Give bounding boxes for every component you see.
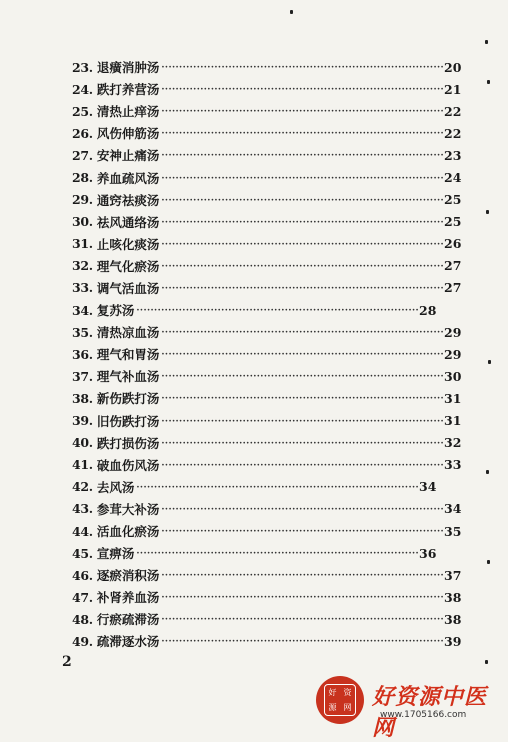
watermark-url: www.1705166.com	[380, 710, 467, 720]
toc-entry-number: 41.	[72, 457, 93, 473]
toc-row	[72, 630, 462, 652]
watermark-seal-logo	[316, 676, 364, 724]
toc-row	[72, 454, 462, 476]
toc-row	[72, 410, 462, 432]
toc-entry-title: 理气化瘀汤	[96, 258, 160, 274]
seal-character: 网	[343, 702, 352, 712]
seal-character: 资	[343, 687, 352, 697]
toc-entry-page: 22	[444, 103, 462, 119]
leader-dots: ················································································	[161, 195, 445, 206]
toc-row	[72, 78, 462, 100]
scan-speck	[290, 10, 293, 14]
toc-entry-page: 21	[444, 81, 462, 97]
leader-dots: ················································································	[161, 173, 445, 184]
toc-entry-number: 37.	[72, 368, 93, 384]
toc-entry-title: 活血化瘀汤	[96, 524, 160, 540]
toc-row	[72, 56, 462, 78]
toc-row	[72, 476, 437, 498]
toc-entry-title: 复苏汤	[96, 303, 135, 319]
toc-entry-number: 39.	[72, 413, 93, 429]
toc-row	[72, 586, 462, 608]
leader-dots: ················································································	[161, 460, 445, 471]
toc-row	[72, 520, 462, 542]
toc-entry-page: 38	[444, 589, 462, 605]
toc-entry-page: 20	[444, 59, 462, 75]
toc-row	[72, 432, 462, 454]
toc-row	[72, 100, 462, 122]
toc-entry-page: 30	[444, 368, 462, 384]
toc-entry-title: 理气补血汤	[96, 369, 160, 385]
toc-entry-page: 29	[444, 346, 462, 362]
leader-dots: ················································································	[161, 129, 445, 140]
leader-dots: ················································································	[161, 637, 445, 648]
toc-entry-page: 25	[444, 192, 462, 208]
toc-entry-number: 48.	[72, 611, 93, 627]
toc-entry-number: 30.	[72, 214, 93, 230]
toc-entry-number: 42.	[72, 479, 93, 495]
toc-entry-number: 32.	[72, 258, 93, 274]
leader-dots: ················································································	[136, 549, 420, 560]
toc-entry-number: 49.	[72, 633, 93, 649]
toc-entry-page: 34	[444, 501, 462, 517]
toc-entry-number: 33.	[72, 280, 93, 296]
leader-dots: ················································································	[136, 306, 420, 317]
scan-speck	[485, 40, 488, 44]
toc-entry-page: 27	[444, 258, 462, 274]
toc-entry-number: 25.	[72, 103, 93, 119]
toc-row	[72, 144, 462, 166]
toc-entry-title: 去风汤	[96, 479, 135, 495]
toc-entry-page: 33	[444, 457, 462, 473]
toc-entry-title: 养血疏风汤	[96, 170, 160, 186]
leader-dots: ················································································	[161, 261, 445, 272]
toc-entry-title: 清热止痒汤	[96, 104, 160, 120]
toc-row	[72, 255, 462, 277]
toc-row	[72, 608, 462, 630]
toc-row	[72, 365, 462, 387]
toc-entry-title: 参茸大补汤	[96, 501, 160, 517]
toc-entry-title: 跌打损伤汤	[96, 435, 160, 451]
toc-entry-number: 47.	[72, 589, 93, 605]
toc-entry-number: 44.	[72, 523, 93, 539]
seal-character: 好	[328, 687, 337, 697]
toc-entry-page: 27	[444, 280, 462, 296]
toc-entry-title: 安神止痛汤	[96, 148, 160, 164]
toc-entry-title: 疏滞逐水汤	[96, 634, 160, 650]
toc-entry-page: 31	[444, 390, 462, 406]
toc-row	[72, 189, 462, 211]
toc-entry-page: 34	[419, 479, 437, 495]
leader-dots: ················································································	[161, 394, 445, 405]
toc-entry-page: 23	[444, 147, 462, 163]
toc-entry-number: 31.	[72, 236, 93, 252]
leader-dots: ················································································	[161, 283, 445, 294]
toc-entry-number: 26.	[72, 125, 93, 141]
leader-dots: ················································································	[161, 85, 445, 96]
toc-entry-title: 理气和胃汤	[96, 347, 160, 363]
toc-row	[72, 343, 462, 365]
toc-row	[72, 321, 462, 343]
toc-entry-page: 37	[444, 567, 462, 583]
toc-entry-page: 24	[444, 170, 462, 186]
toc-row	[72, 387, 462, 409]
leader-dots: ················································································	[161, 571, 445, 582]
toc-entry-title: 逐瘀消积汤	[96, 568, 160, 584]
toc-entry-number: 43.	[72, 501, 93, 517]
page-number: 2	[62, 654, 72, 670]
toc-entry-page: 35	[444, 523, 462, 539]
toc-row	[72, 277, 462, 299]
toc-entry-page: 28	[419, 302, 437, 318]
leader-dots: ················································································	[161, 217, 445, 228]
toc-entry-title: 宣痹汤	[96, 546, 135, 562]
leader-dots: ················································································	[161, 438, 445, 449]
toc-entry-number: 36.	[72, 346, 93, 362]
toc-entry-page: 31	[444, 413, 462, 429]
toc-entry-page: 22	[444, 125, 462, 141]
scan-speck	[487, 560, 490, 564]
toc-entry-number: 46.	[72, 567, 93, 583]
toc-entry-number: 29.	[72, 192, 93, 208]
scan-speck	[486, 470, 489, 474]
toc-row	[72, 542, 437, 564]
toc-entry-title: 清热凉血汤	[96, 325, 160, 341]
toc-row	[72, 211, 462, 233]
leader-dots: ················································································	[161, 107, 445, 118]
leader-dots: ················································································	[161, 328, 445, 339]
toc-entry-title: 通窍祛痰汤	[96, 192, 160, 208]
toc-entry-page: 38	[444, 611, 462, 627]
toc-entry-title: 新伤跌打汤	[96, 391, 160, 407]
toc-row	[72, 498, 462, 520]
watermark-text: 好资源中医网	[372, 685, 488, 741]
leader-dots: ················································································	[161, 239, 445, 250]
leader-dots: ················································································	[136, 482, 420, 493]
toc-entry-title: 跌打养营汤	[96, 82, 160, 98]
toc-entry-number: 23.	[72, 59, 93, 75]
scan-speck	[488, 360, 491, 364]
toc-entry-page: 26	[444, 236, 462, 252]
toc-entry-page: 25	[444, 214, 462, 230]
seal-character: 源	[328, 702, 337, 712]
toc-entry-page: 36	[419, 545, 437, 561]
toc-entry-page: 29	[444, 324, 462, 340]
toc-entry-number: 34.	[72, 302, 93, 318]
toc-entry-number: 38.	[72, 390, 93, 406]
toc-entry-title: 行瘀疏滞汤	[96, 612, 160, 628]
toc-entry-title: 调气活血汤	[96, 280, 160, 296]
toc-entry-number: 45.	[72, 545, 93, 561]
toc-entry-page: 32	[444, 435, 462, 451]
toc-entry-title: 祛风通络汤	[96, 214, 160, 230]
toc-entry-number: 28.	[72, 170, 93, 186]
scan-speck	[486, 210, 489, 214]
toc-entry-title: 风伤伸筋汤	[96, 126, 160, 142]
leader-dots: ················································································	[161, 504, 445, 515]
table-of-contents	[72, 56, 462, 653]
toc-entry-title: 旧伤跌打汤	[96, 413, 160, 429]
toc-row	[72, 564, 462, 586]
leader-dots: ················································································	[161, 416, 445, 427]
toc-entry-number: 27.	[72, 147, 93, 163]
toc-entry-title: 止咳化痰汤	[96, 236, 160, 252]
leader-dots: ················································································	[161, 372, 445, 383]
toc-row	[72, 166, 462, 188]
toc-entry-title: 补肾养血汤	[96, 590, 160, 606]
toc-entry-number: 40.	[72, 435, 93, 451]
toc-entry-title: 破血伤风汤	[96, 457, 160, 473]
toc-entry-number: 35.	[72, 324, 93, 340]
toc-row	[72, 233, 462, 255]
leader-dots: ················································································	[161, 63, 445, 74]
leader-dots: ················································································	[161, 350, 445, 361]
leader-dots: ················································································	[161, 527, 445, 538]
scan-speck	[487, 80, 490, 84]
leader-dots: ················································································	[161, 593, 445, 604]
scan-speck	[485, 660, 488, 664]
leader-dots: ················································································	[161, 615, 445, 626]
toc-entry-number: 24.	[72, 81, 93, 97]
leader-dots: ················································································	[161, 151, 445, 162]
toc-entry-title: 退癀消肿汤	[96, 60, 160, 76]
toc-row	[72, 299, 437, 321]
toc-row	[72, 122, 462, 144]
toc-entry-page: 39	[444, 633, 462, 649]
